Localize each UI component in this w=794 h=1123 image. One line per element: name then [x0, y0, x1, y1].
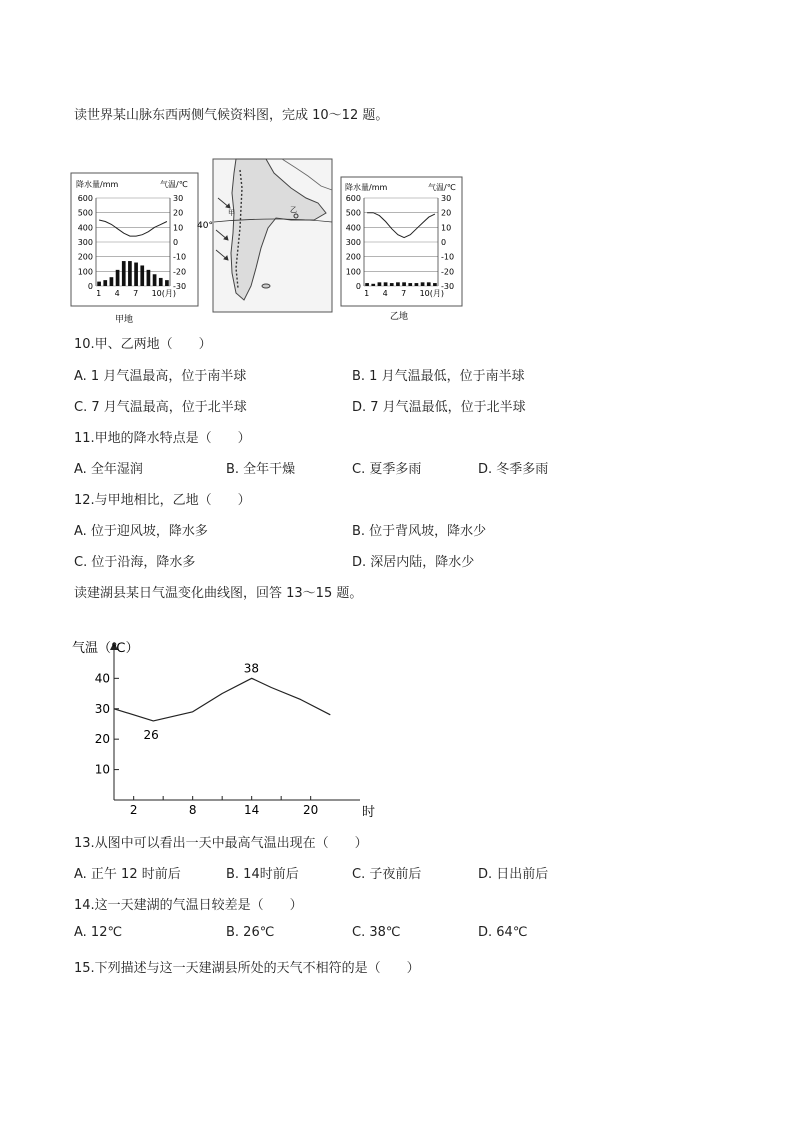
right-tick-label: 0	[173, 238, 179, 247]
left-tick-label: 500	[77, 208, 93, 218]
right-tick-label: 30	[441, 194, 452, 203]
question-11-stem: 11.甲地的降水特点是（ ）	[74, 431, 251, 446]
left-tick-label: 200	[345, 252, 361, 262]
q12-option-d[interactable]: D. 深居内陆，降水少	[352, 555, 475, 570]
q11-option-b[interactable]: B. 全年干燥	[226, 462, 296, 477]
q13-option-c[interactable]: C. 子夜前后	[352, 867, 422, 882]
y-tick-label: 20	[94, 732, 110, 747]
south-america-map	[196, 158, 334, 314]
jia-y2label: 气温/℃	[160, 180, 188, 189]
x-tick-label: 1	[96, 289, 102, 298]
precip-bar	[116, 270, 120, 286]
x-tick-label: 2	[129, 803, 138, 817]
left-tick-label: 500	[345, 208, 361, 218]
q12-option-b[interactable]: B. 位于背风坡，降水少	[352, 524, 487, 539]
precip-bar	[165, 280, 169, 286]
q12-option-a[interactable]: A. 位于迎风坡，降水多	[74, 524, 208, 539]
y-tick-label: 40	[94, 671, 110, 686]
precip-bar	[159, 278, 163, 286]
q14-option-d[interactable]: D. 64℃	[478, 925, 528, 940]
right-tick-label: 10	[173, 223, 184, 233]
right-tick-label: -30	[441, 282, 455, 291]
right-tick-label: -20	[173, 267, 187, 277]
right-tick-label: -20	[441, 267, 455, 277]
x-tick-label: 7	[401, 289, 407, 298]
precip-bar	[433, 283, 437, 286]
y-axis-label: 气温（℃）	[72, 641, 139, 656]
question-12-stem: 12.与甲地相比，乙地（ ）	[74, 493, 251, 508]
intro-text-1: 读世界某山脉东西两侧气候资料图，完成 10～12 题。	[74, 108, 389, 123]
temperature-line-chart	[70, 632, 390, 824]
climate-chart-yi	[340, 176, 464, 324]
temperature-line	[367, 213, 435, 238]
q13-option-d[interactable]: D. 日出前后	[478, 867, 549, 882]
q11-option-c[interactable]: C. 夏季多雨	[352, 462, 422, 477]
yi-title: 乙地	[390, 312, 409, 322]
precip-bar	[140, 265, 144, 286]
right-tick-label: 20	[441, 208, 452, 218]
x-tick-label: 8	[188, 803, 197, 817]
precip-bar	[134, 263, 138, 286]
right-tick-label: 30	[173, 194, 184, 203]
q13-option-a[interactable]: A. 正午 12 时前后	[74, 867, 181, 882]
yi-y2label: 气温/℃	[428, 183, 456, 192]
left-tick-label: 0	[355, 282, 361, 291]
yi-ylabel: 降水量/mm	[345, 183, 388, 192]
x-tick-label: 14	[244, 803, 260, 817]
question-15-stem: 15.下列描述与这一天建湖县所处的天气不相符的是（ ）	[74, 961, 420, 976]
x-tick-label: 7	[133, 289, 139, 298]
x-tick-label: 10(月)	[419, 289, 445, 298]
temp-plot-area	[72, 641, 375, 820]
precip-bar	[371, 284, 375, 286]
left-tick-label: 400	[345, 223, 361, 233]
jia-title: 甲地	[115, 315, 134, 324]
x-tick-label: 10(月)	[151, 289, 177, 298]
precip-bar	[384, 282, 388, 286]
q10-option-b[interactable]: B. 1 月气温最低，位于南半球	[352, 369, 525, 384]
q14-option-a[interactable]: A. 12℃	[74, 925, 123, 940]
precip-bar	[396, 282, 400, 286]
temperature-curve	[114, 678, 330, 721]
precip-bar	[153, 274, 157, 286]
right-tick-label: -10	[441, 252, 455, 262]
right-tick-label: 10	[441, 223, 452, 233]
left-tick-label: 600	[77, 194, 93, 203]
precip-bar	[122, 261, 126, 286]
q13-option-b[interactable]: B. 14时前后	[226, 867, 299, 882]
precip-bar	[402, 282, 406, 286]
right-tick-label: -10	[173, 252, 187, 262]
left-tick-label: 200	[77, 252, 93, 262]
q10-option-a[interactable]: A. 1 月气温最高，位于南半球	[74, 369, 247, 384]
left-tick-label: 600	[345, 194, 361, 203]
precip-bar	[365, 283, 369, 286]
climate-chart-jia	[70, 172, 200, 324]
question-13-stem: 13.从图中可以看出一天中最高气温出现在（ ）	[74, 836, 368, 851]
precip-bar	[103, 280, 107, 286]
precip-bar	[97, 282, 101, 286]
yi-plot-area	[346, 194, 454, 298]
map-label-yi: 乙	[290, 206, 297, 214]
left-tick-label: 300	[345, 238, 361, 247]
precip-bar	[128, 261, 132, 286]
right-tick-label: 0	[441, 238, 447, 247]
x-tick-label: 20	[303, 803, 319, 817]
x-axis-label: 时	[362, 805, 376, 820]
jia-plot-area	[78, 194, 186, 298]
x-tick-label: 1	[364, 289, 370, 298]
precip-bar	[408, 283, 412, 286]
left-tick-label: 300	[77, 238, 93, 247]
intro-text-2: 读建湖县某日气温变化曲线图，回答 13～15 题。	[74, 586, 363, 601]
q14-option-b[interactable]: B. 26℃	[226, 925, 275, 940]
y-tick-label: 30	[94, 701, 110, 716]
left-tick-label: 100	[77, 267, 93, 277]
precip-bar	[147, 270, 151, 286]
x-tick-label: 4	[382, 289, 388, 298]
jia-ylabel: 降水量/mm	[76, 180, 119, 189]
precip-bar	[421, 282, 425, 286]
precip-bar	[390, 283, 394, 286]
precip-bar	[415, 283, 419, 286]
island-shape	[262, 284, 270, 288]
q10-option-d[interactable]: D. 7 月气温最低，位于北半球	[352, 400, 526, 415]
left-tick-label: 0	[87, 282, 93, 291]
temperature-line	[99, 220, 167, 236]
right-tick-label: -30	[173, 282, 187, 291]
right-tick-label: 20	[173, 208, 184, 218]
q11-option-a[interactable]: A. 全年湿润	[74, 462, 143, 477]
map-label-jia: 甲	[228, 209, 235, 217]
question-14-stem: 14.这一天建湖的气温日较差是（ ）	[74, 898, 303, 913]
q14-option-c[interactable]: C. 38℃	[352, 925, 401, 940]
q12-option-c[interactable]: C. 位于沿海，降水多	[74, 555, 196, 570]
x-tick-label: 4	[114, 289, 120, 298]
left-tick-label: 100	[345, 267, 361, 277]
left-tick-label: 400	[77, 223, 93, 233]
data-label: 38	[243, 661, 260, 676]
y-tick-label: 10	[94, 762, 110, 777]
data-label: 26	[143, 727, 159, 742]
precip-bar	[110, 277, 114, 286]
map-label-40: 40°	[197, 221, 213, 231]
precip-bar	[427, 282, 431, 286]
precip-bar	[378, 282, 382, 286]
question-10-stem: 10.甲、乙两地（ ）	[74, 337, 212, 352]
q11-option-d[interactable]: D. 冬季多雨	[478, 462, 549, 477]
q10-option-c[interactable]: C. 7 月气温最高，位于北半球	[74, 400, 247, 415]
